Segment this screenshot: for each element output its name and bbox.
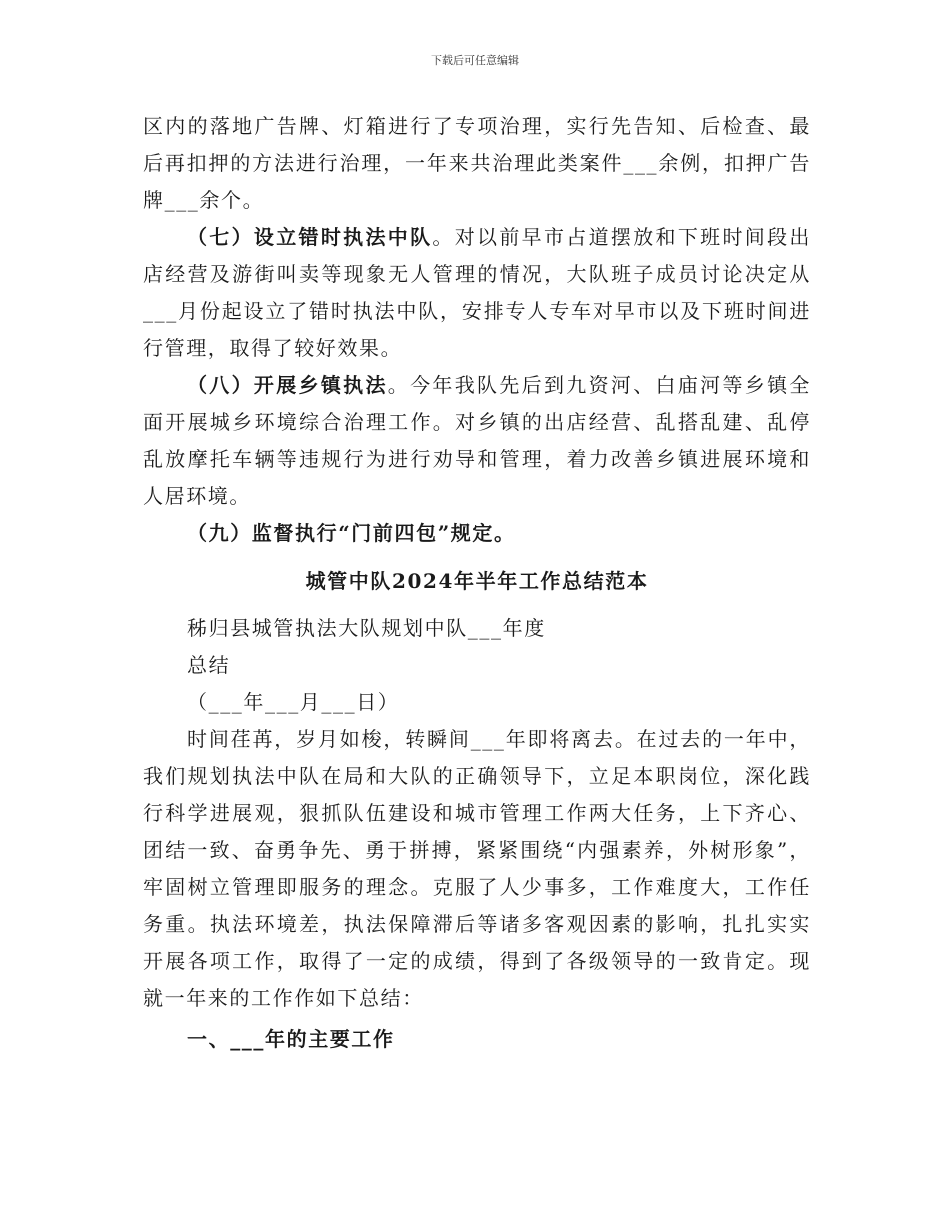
paragraph-billboard-governance: 区内的落地广告牌、灯箱进行了专项治理，实行先告知、后检查、最后再扣押的方法进行治理，一年来共治理此类案件___余例，扣押广告牌___余个。 — [143, 114, 811, 212]
section-heading-main-work: 一、___年的主要工作 — [187, 1027, 395, 1051]
paragraph-text: 。今年我队先后到九资河、白庙河等乡镇全面开展城乡环境综合治理工作。对乡镇的出店经营、乱搭乱建、乱停乱放摩托车辆等违规行为进行劝导和管理，着力改善乡镇进展环境和人居环境。 — [143, 373, 811, 508]
paragraph-staggered-enforcement — [143, 219, 811, 367]
paragraph-four-guarantees: （九）监督执行“门前四包”规定。 — [187, 521, 516, 545]
paragraph-heading: （七）设立错时执法中队 — [187, 225, 433, 249]
document-title: 城管中队2024年半年工作总结范本 — [305, 569, 649, 593]
paragraph-text: 。对以前早市占道摆放和下班时间段出店经营及游街叫卖等现象无人管理的情况，大队班子成员讨论决定从___月份起设立了错时执法中队，安排专人专车对早市以及下班时间进行管理，取得了较好效果。 — [143, 225, 811, 360]
paragraph-introduction: 时间荏苒，岁月如梭，转瞬间___年即将离去。在过去的一年中，我们规划执法中队在局和大队的正确领导下，立足本职岗位，深化践行科学进展观，狠抓队伍建设和城市管理工作两大任务，上下齐心、团结一致、奋勇争先、勇于拼搏，紧紧围绕“内强素养，外树形象”，牢固树立管理即服务的理念。克服了人少事多，工作难度大，工作任务重。执法环境差，执法保障滞后等诸多客观因素的影响，扎扎实实开展各项工作，取得了一定的成绩，得到了各级领导的一致肯定。现就一年来的工作作如下总结： — [143, 727, 811, 1010]
page-header: 下载后可任意编辑 — [431, 54, 519, 67]
report-unit-line: 秭归县城管执法大队规划中队___年度 — [187, 616, 546, 640]
document-body — [143, 108, 811, 1061]
report-date-line: （___年___月___日） — [187, 690, 400, 714]
paragraph-township-enforcement — [143, 367, 811, 515]
report-type-line: 总结 — [187, 653, 231, 677]
paragraph-heading: （八）开展乡镇执法 — [187, 373, 388, 397]
